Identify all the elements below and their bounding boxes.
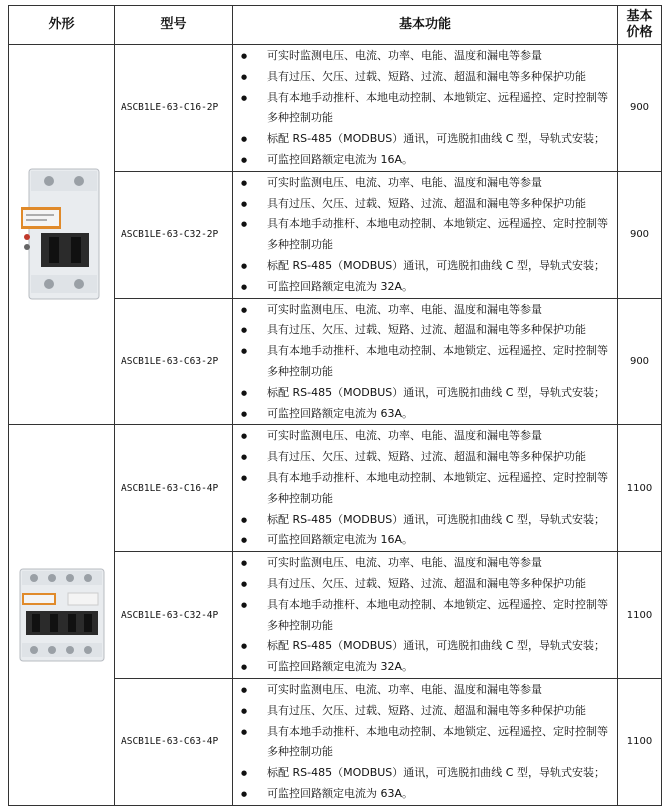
feature-item: ● 可实时监测电压、电流、功率、电能、温度和漏电等参量 bbox=[240, 426, 613, 447]
function-cell bbox=[233, 425, 618, 552]
feature-item: ● 可监控回路额定电流为 32A。 bbox=[240, 657, 613, 678]
feature-item: ● 可实时监测电压、电流、功率、电能、温度和漏电等参量 bbox=[240, 553, 613, 574]
feature-item: ● 标配 RS-485（MODBUS）通讯，可选脱扣曲线 C 型，导轨式安装； bbox=[240, 510, 613, 531]
model-cell: ASCB1LE-63-C16-2P bbox=[115, 45, 233, 172]
feature-item: ● 标配 RS-485（MODBUS）通讯，可选脱扣曲线 C 型，导轨式安装； bbox=[240, 256, 613, 277]
feature-item: ● 可监控回路额定电流为 16A。 bbox=[240, 150, 613, 171]
feature-item: ● 标配 RS-485（MODBUS）通讯，可选脱扣曲线 C 型，导轨式安装； bbox=[240, 636, 613, 657]
feature-item: ● 可实时监测电压、电流、功率、电能、温度和漏电等参量 bbox=[240, 680, 613, 701]
function-cell bbox=[233, 552, 618, 679]
price-cell: 900 bbox=[618, 45, 662, 172]
feature-item: ● 具有过压、欠压、过载、短路、过流、超温和漏电等多种保护功能 bbox=[240, 574, 613, 595]
header-price: 基本价格 bbox=[618, 6, 662, 45]
price-cell: 900 bbox=[618, 298, 662, 425]
model-cell: ASCB1LE-63-C32-4P bbox=[115, 552, 233, 679]
feature-item: ● 具有本地手动推杆、本地电动控制、本地锁定、远程遥控、定时控制等多种控制功能 bbox=[240, 88, 613, 130]
feature-item: ● 可监控回路额定电流为 16A。 bbox=[240, 530, 613, 551]
feature-item: ● 可实时监测电压、电流、功率、电能、温度和漏电等参量 bbox=[240, 173, 613, 194]
feature-item: ● 具有本地手动推杆、本地电动控制、本地锁定、远程遥控、定时控制等多种控制功能 bbox=[240, 341, 613, 383]
price-cell: 1100 bbox=[618, 678, 662, 805]
feature-item: ● 可实时监测电压、电流、功率、电能、温度和漏电等参量 bbox=[240, 300, 613, 321]
feature-item: ● 具有本地手动推杆、本地电动控制、本地锁定、远程遥控、定时控制等多种控制功能 bbox=[240, 722, 613, 764]
header-model: 型号 bbox=[115, 6, 233, 45]
feature-item: ● 具有过压、欠压、过载、短路、过流、超温和漏电等多种保护功能 bbox=[240, 67, 613, 88]
function-cell bbox=[233, 678, 618, 805]
model-cell: ASCB1LE-63-C16-4P bbox=[115, 425, 233, 552]
feature-item: ● 可实时监测电压、电流、功率、电能、温度和漏电等参量 bbox=[240, 46, 613, 67]
feature-item: ● 标配 RS-485（MODBUS）通讯，可选脱扣曲线 C 型，导轨式安装； bbox=[240, 383, 613, 404]
table-header-row bbox=[9, 6, 662, 45]
price-cell: 1100 bbox=[618, 425, 662, 552]
price-cell: 1100 bbox=[618, 552, 662, 679]
model-cell: ASCB1LE-63-C63-2P bbox=[115, 298, 233, 425]
feature-item: ● 具有本地手动推杆、本地电动控制、本地锁定、远程遥控、定时控制等多种控制功能 bbox=[240, 214, 613, 256]
feature-item: ● 可监控回路额定电流为 63A。 bbox=[240, 404, 613, 425]
model-cell: ASCB1LE-63-C63-4P bbox=[115, 678, 233, 805]
product-image-2p bbox=[9, 45, 115, 425]
feature-item: ● 具有过压、欠压、过载、短路、过流、超温和漏电等多种保护功能 bbox=[240, 320, 613, 341]
feature-item: ● 具有过压、欠压、过载、短路、过流、超温和漏电等多种保护功能 bbox=[240, 194, 613, 215]
function-cell bbox=[233, 298, 618, 425]
feature-item: ● 标配 RS-485（MODBUS）通讯，可选脱扣曲线 C 型，导轨式安装； bbox=[240, 763, 613, 784]
feature-item: ● 具有本地手动推杆、本地电动控制、本地锁定、远程遥控、定时控制等多种控制功能 bbox=[240, 595, 613, 637]
model-cell: ASCB1LE-63-C32-2P bbox=[115, 171, 233, 298]
feature-item: ● 具有过压、欠压、过载、短路、过流、超温和漏电等多种保护功能 bbox=[240, 701, 613, 722]
feature-item: ● 可监控回路额定电流为 32A。 bbox=[240, 277, 613, 298]
price-cell: 900 bbox=[618, 171, 662, 298]
function-cell bbox=[233, 45, 618, 172]
feature-item: ● 可监控回路额定电流为 63A。 bbox=[240, 784, 613, 805]
2-pole-circuit-breaker-icon bbox=[19, 167, 105, 303]
feature-item: ● 具有本地手动推杆、本地电动控制、本地锁定、远程遥控、定时控制等多种控制功能 bbox=[240, 468, 613, 510]
table-row bbox=[9, 45, 662, 172]
feature-item: ● 标配 RS-485（MODBUS）通讯，可选脱扣曲线 C 型，导轨式安装； bbox=[240, 129, 613, 150]
product-image-4p bbox=[9, 425, 115, 805]
table-row bbox=[9, 425, 662, 552]
header-function: 基本功能 bbox=[233, 6, 618, 45]
header-appearance: 外形 bbox=[9, 6, 115, 45]
4-pole-circuit-breaker-icon bbox=[18, 567, 106, 663]
function-cell bbox=[233, 171, 618, 298]
product-spec-table bbox=[8, 5, 662, 806]
feature-item: ● 具有过压、欠压、过载、短路、过流、超温和漏电等多种保护功能 bbox=[240, 447, 613, 468]
